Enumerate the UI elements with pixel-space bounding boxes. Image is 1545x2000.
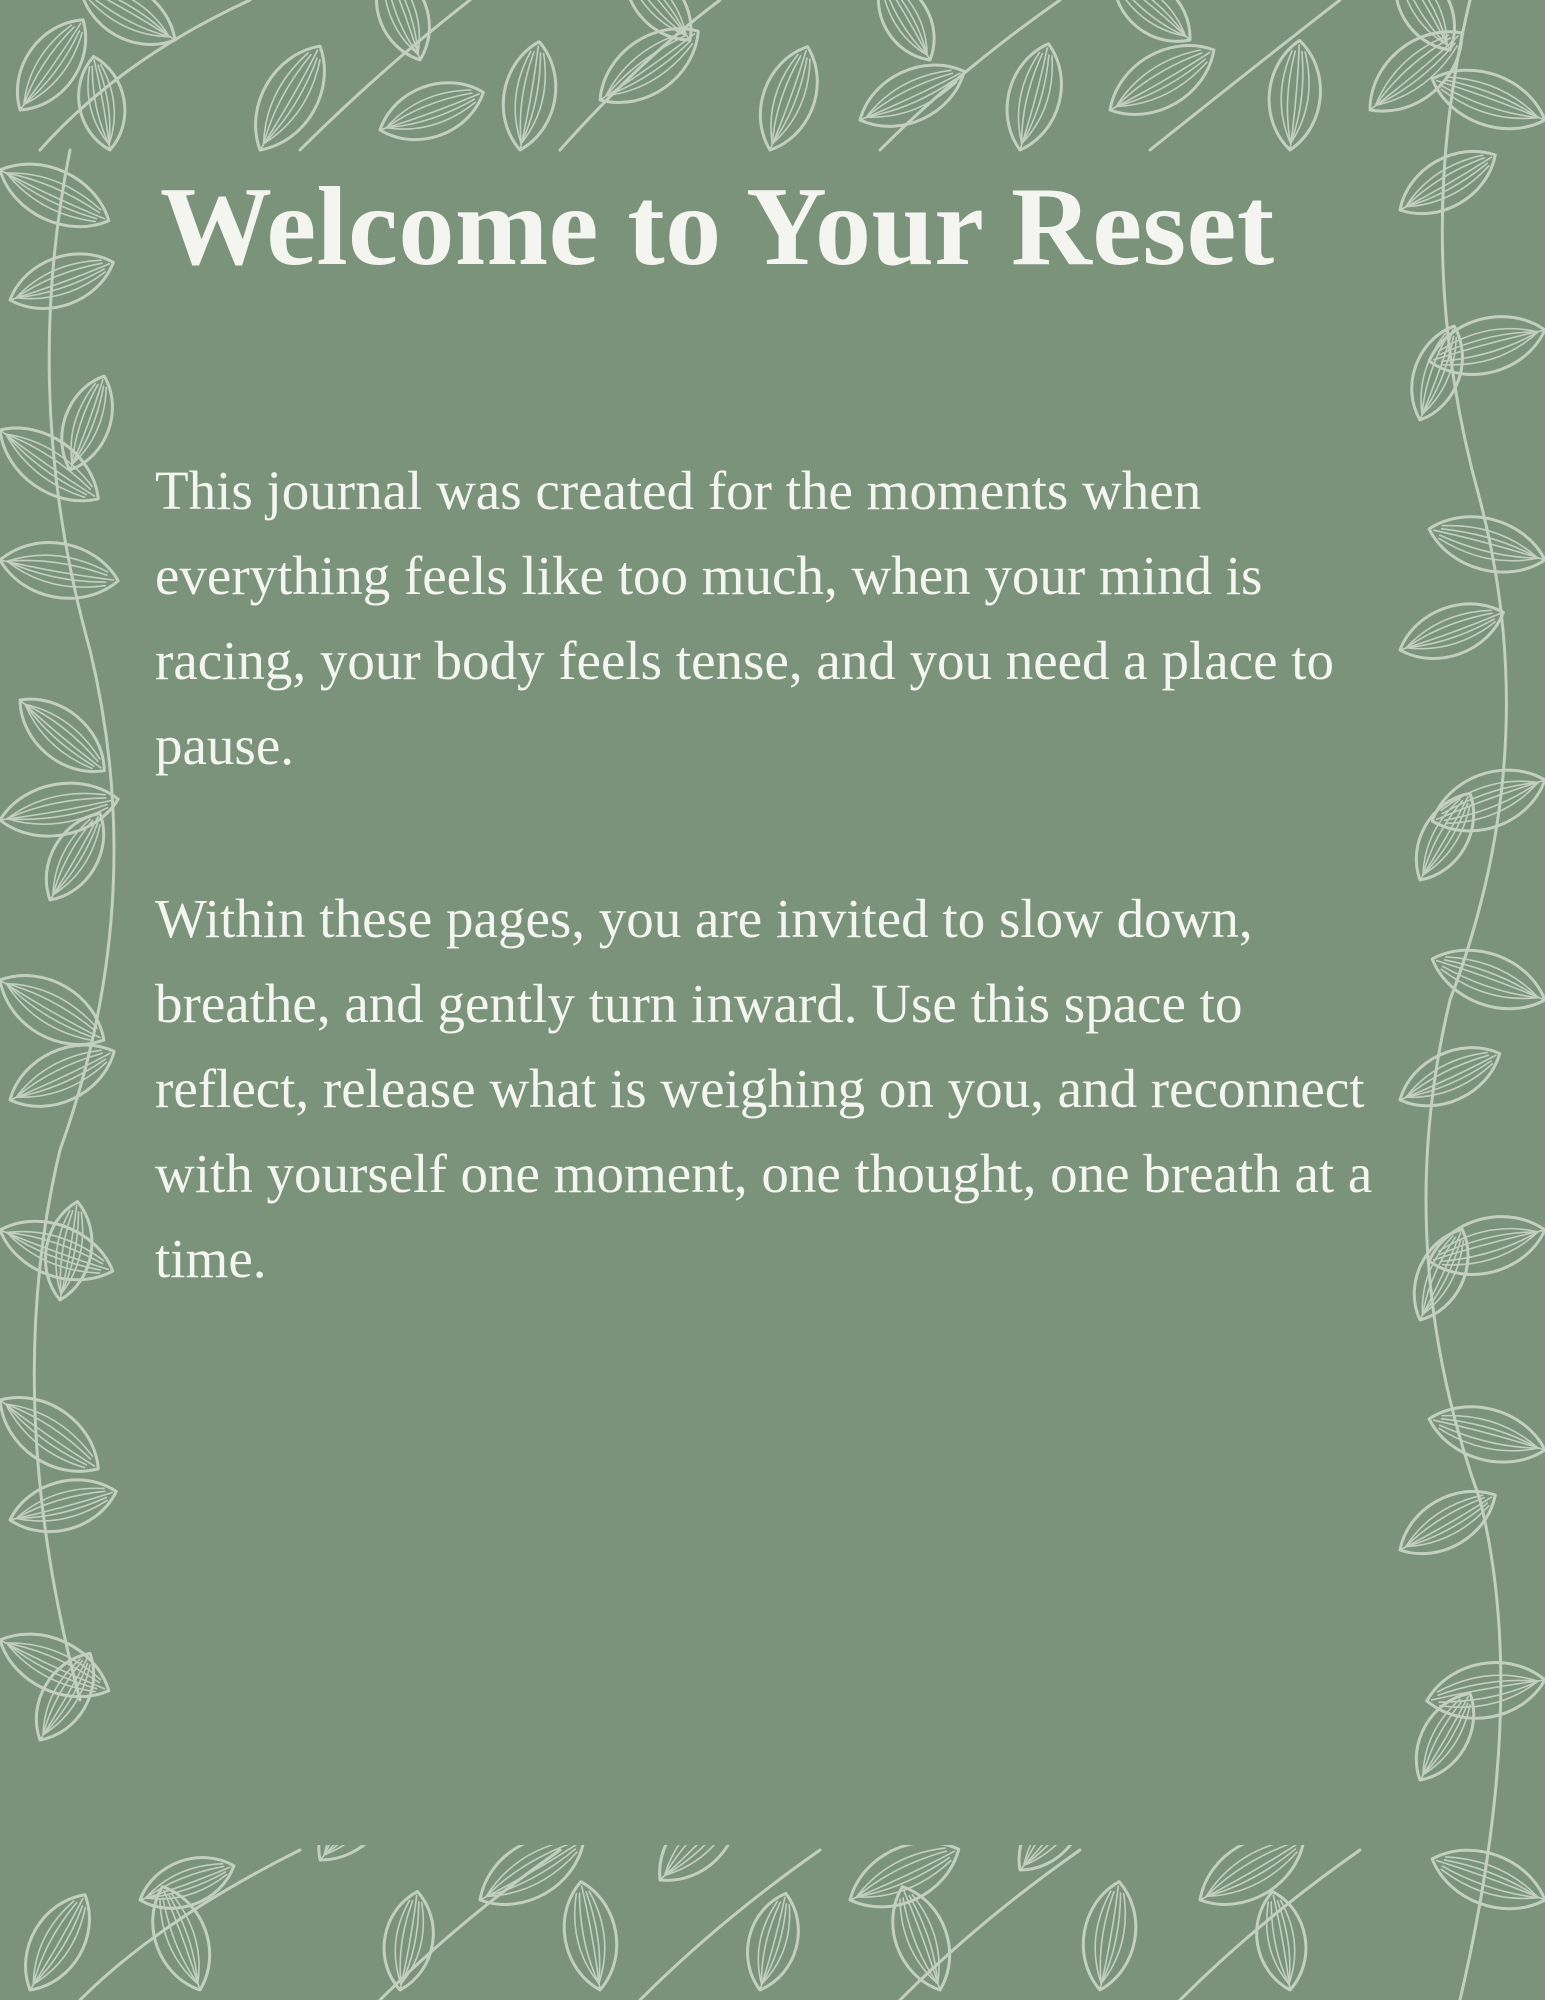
leaf-icon <box>556 1877 625 1994</box>
intro-paragraph: This journal was created for the moments when everything feels like too much, when your mind is racing, your body feels tense, and you need a place to pause. <box>155 460 1335 776</box>
page-title: Welcome to Your Reset <box>160 165 1275 289</box>
leaf-icon <box>1388 1474 1507 1571</box>
leaf-icon <box>1392 590 1512 673</box>
leaf-icon <box>1424 935 1545 1024</box>
leaf-icon <box>4 1468 123 1543</box>
leaf-icon <box>8 1882 107 2000</box>
leaf-icon <box>863 0 949 71</box>
leaf-icon <box>0 1617 120 1714</box>
leaf-icon <box>1422 1653 1545 1727</box>
leaf-icon <box>0 533 123 607</box>
leaf-icon <box>0 409 113 520</box>
leaf-icon <box>1422 304 1545 387</box>
vine-stem <box>1180 1850 1360 2000</box>
leaf-icon <box>363 0 442 68</box>
leaf-icon <box>1424 55 1545 144</box>
leaf-icon <box>746 38 832 159</box>
leaf-icon <box>1097 27 1228 134</box>
leaf-icon <box>1423 755 1545 847</box>
leaf-icon <box>132 1845 241 1921</box>
leaf-icon <box>376 1887 441 1994</box>
leaf-icon <box>1098 0 1205 58</box>
leaf-icon <box>237 33 344 164</box>
leaf-icon <box>1075 1877 1144 1994</box>
leaf-icon <box>49 368 125 477</box>
leaf-icon <box>0 1378 114 1491</box>
leaf-icon <box>995 37 1073 156</box>
leaf-icon <box>1422 1204 1545 1287</box>
leaf-icon <box>1401 1682 1490 1791</box>
leaf-icon <box>1422 1394 1545 1474</box>
leaf-icon <box>1265 38 1325 152</box>
leaf-icon <box>1388 134 1507 231</box>
leaf-icon <box>2 240 122 323</box>
leaf-icon <box>495 37 564 154</box>
leaf-icon <box>1390 1032 1510 1122</box>
leaf-icon <box>608 0 707 54</box>
leaf-icon <box>1249 1887 1314 1994</box>
leaf-icon <box>371 68 492 154</box>
leaf-icon <box>849 48 975 143</box>
leaf-icon <box>0 147 120 244</box>
vine-stem <box>560 0 720 150</box>
vine-stem <box>900 1850 1080 2000</box>
invitation-paragraph: Within these pages, you are invited to slow down, breathe, and gently turn inward. Use this space to reflect, release what is weighing on you, and reconnect with yourself one moment, one thought, one breath at a time. <box>155 888 1373 1289</box>
leaf-icon <box>878 1878 964 1999</box>
leaf-icon <box>5 682 120 789</box>
leaf-icon <box>1422 504 1545 584</box>
